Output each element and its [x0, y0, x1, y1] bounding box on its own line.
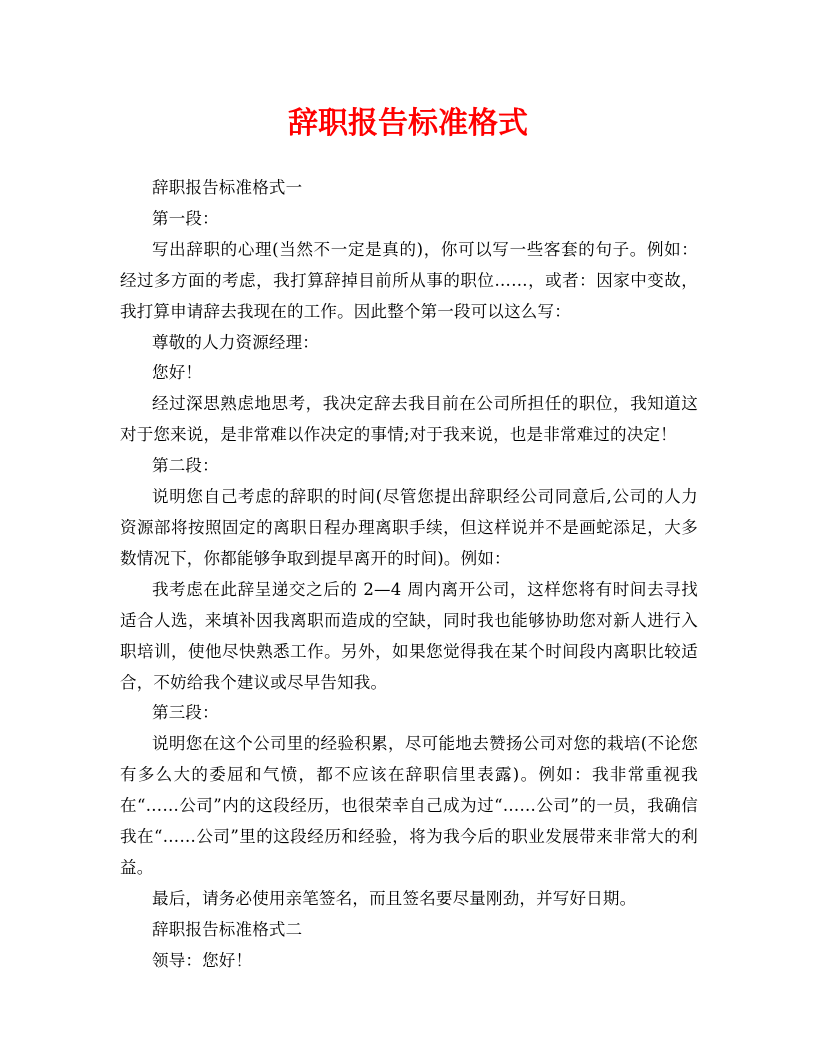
closing-note: 最后，请务必使用亲笔签名，而且签名要尽量刚劲，并写好日期。 [152, 888, 637, 908]
paragraph-second-example: 我考虑在此辞呈递交之后的 2—4 周内离开公司，这样您将有时间去寻找适合人选，来填补因我离职而造成的空缺，同时我也能够协助您对新人进行入职培训，使他尽快熟悉工作。另外，如果您觉得我在某个时间段内离职比较适合，不妨给我个建议或尽早告知我。 [120, 579, 698, 692]
paragraph-first-example: 经过深思熟虑地思考，我决定辞去我目前在公司所担任的职位，我知道这对于您来说，是非常难以作决定的事情;对于我来说，也是非常难过的决定！ [120, 394, 698, 445]
greeting-format-two: 领导：您好！ [152, 950, 253, 970]
salutation: 尊敬的人力资源经理： [152, 332, 319, 352]
document-title: 辞职报告标准格式 [288, 106, 528, 141]
document-body [120, 173, 698, 977]
paragraph-label-second: 第二段： [152, 456, 219, 476]
section-heading-format-two: 辞职报告标准格式二 [152, 919, 303, 939]
greeting: 您好！ [152, 363, 203, 383]
section-heading-format-one: 辞职报告标准格式一 [152, 178, 303, 197]
paragraph-third-explanation: 说明您在这个公司里的经验积累，尽可能地去赞扬公司对您的栽培(不论您有多么大的委屈和气愤，都不应该在辞职信里表露)。例如：我非常重视我在“……公司”内的这段经历，也很荣幸自己成为过“……公司”的一员，我确信我在“……公司”里的这段经历和经验，将为我今后的职业发展带来非常大的利益。 [120, 734, 698, 877]
paragraph-label-first: 第一段： [152, 208, 219, 228]
paragraph-second-explanation: 说明您自己考虑的辞职的时间(尽管您提出辞职经公司同意后,公司的人力资源部将按照固定的离职日程办理离职手续，但这样说并不是画蛇添足，大多数情况下，你都能够争取到提早离开的时间)。例如： [120, 487, 698, 568]
paragraph-label-third: 第三段： [152, 703, 219, 723]
paragraph-first-explanation: 写出辞职的心理(当然不一定是真的)，你可以写一些客套的句子。例如：经过多方面的考虑，我打算辞掉目前所从事的职位……，或者：因家中变故，我打算申请辞去我现在的工作。因此整个第一段可以这么写： [120, 239, 698, 321]
